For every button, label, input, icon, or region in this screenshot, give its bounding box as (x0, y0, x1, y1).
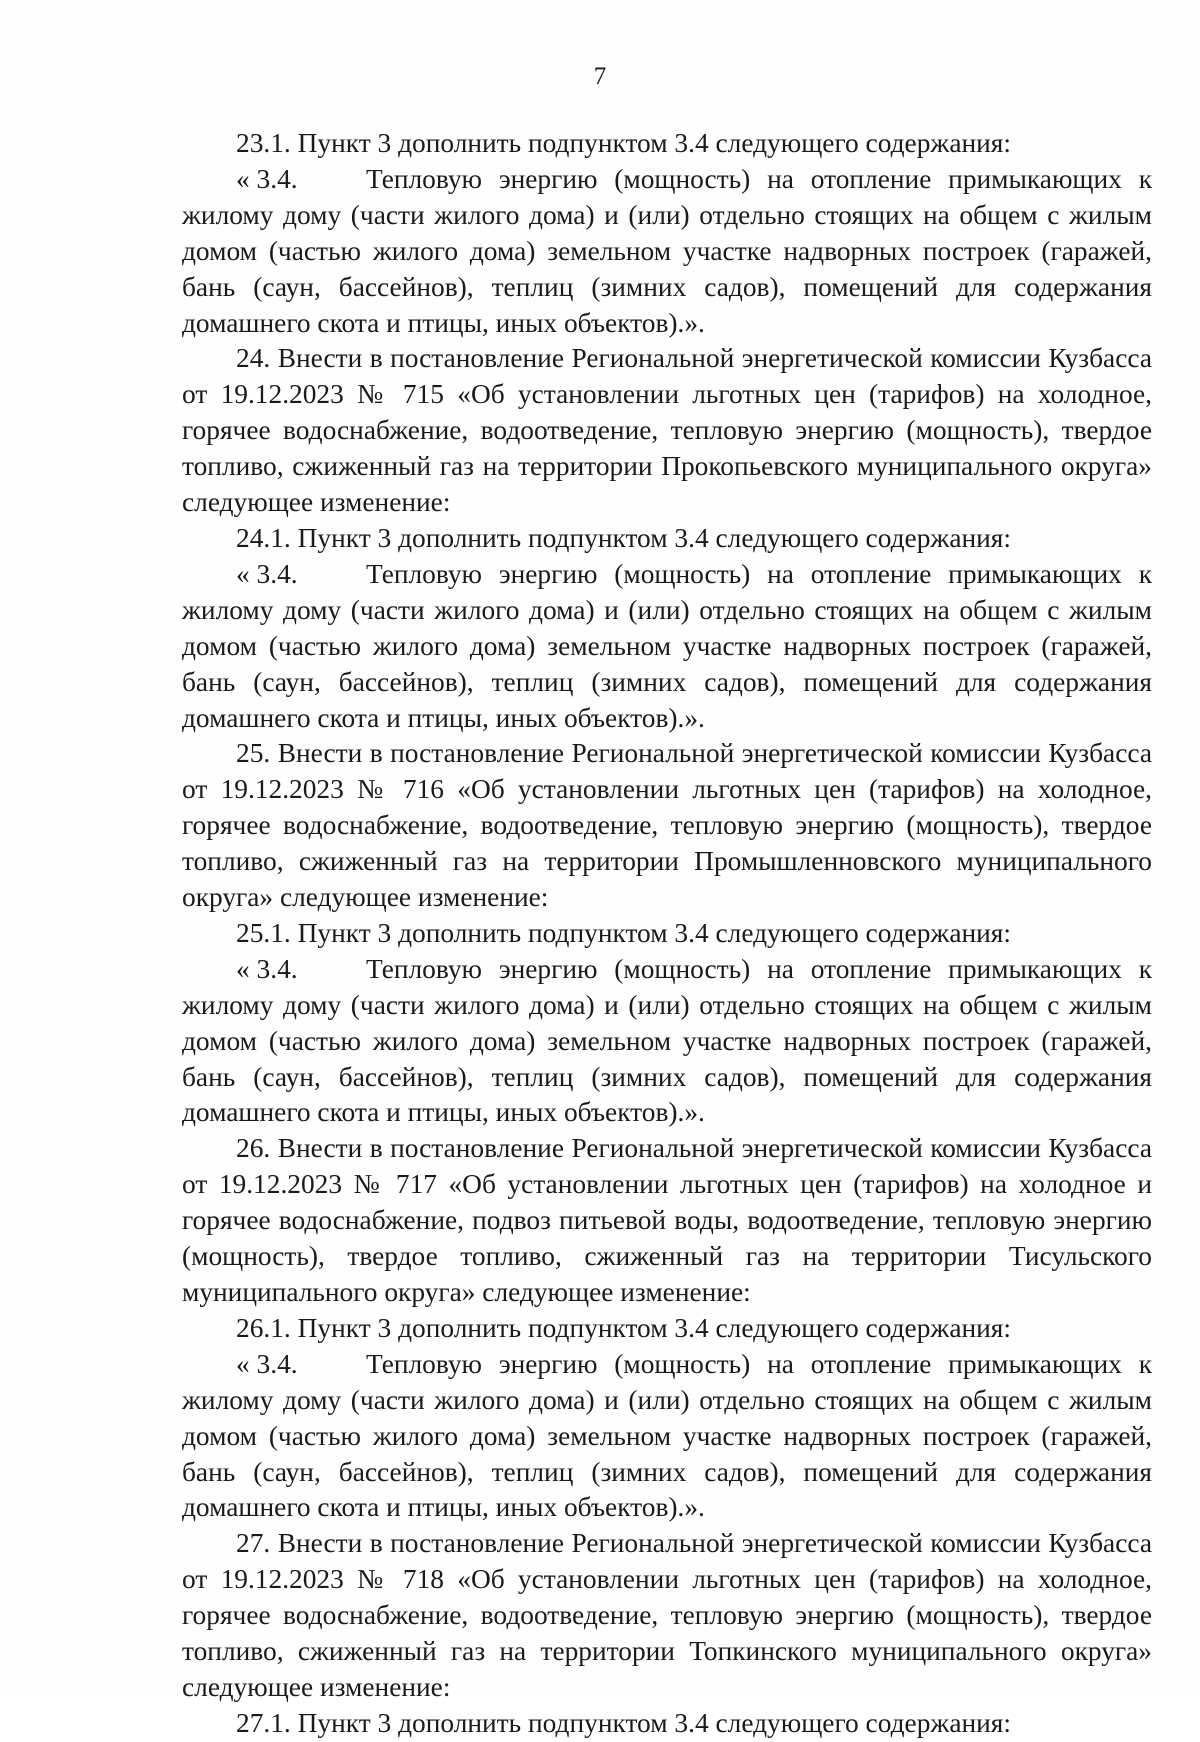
paragraph-26: 26. Внести в постановление Региональной энергетической комиссии Кузбасса от 19.12.2023 № 717 «Об установлении льготных цен (тарифов) на холодное и горячее водоснабжение, подвоз питьевой воды, водоотведение, тепловую энергию (мощность), твердое топливо, сжиженный газ на территории Тисульского муниципального округа» следующее изменение: (182, 1133, 1152, 1307)
quote-3-4-item-24 (182, 557, 1152, 737)
quote-3-4-item-23 (182, 162, 1152, 342)
subitem-23-1: 23.1. Пункт 3 дополнить подпунктом 3.4 следующего содержания: (236, 128, 1012, 158)
subitem-27-1: 27.1. Пункт 3 дополнить подпунктом 3.4 следующего содержания: (236, 1707, 1012, 1738)
document-body (182, 126, 1152, 1742)
quote-text: Тепловую энергию (мощность) на отопление примыкающих к жилому дому (части жилого дома) и (или) отдельно стоящих на общем с жилым домом (частью жилого дома) земельном участке надворных построек (гаражей, бань (саун, бассейнов), теплиц (зимних садов), помещений для содержания домашнего скота и птицы, иных объектов).». (182, 1348, 1152, 1523)
paragraph-27: 27. Внести в постановление Региональной энергетической комиссии Кузбасса от 19.12.2023 № 718 «Об установлении льготных цен (тарифов) на холодное, горячее водоснабжение, водоотведение, тепловую энергию (мощность), твердое топливо, сжиженный газ на территории Топкинского муниципального округа» следующее изменение: (182, 1528, 1152, 1702)
paragraph-25: 25. Внести в постановление Региональной энергетической комиссии Кузбасса от 19.12.2023 № 716 «Об установлении льготных цен (тарифов) на холодное, горячее водоснабжение, водоотведение, тепловую энергию (мощность), твердое топливо, сжиженный газ на территории Промышленновского муниципального округа» следующее изменение: (182, 738, 1152, 913)
subitem-26-1: 26.1. Пункт 3 дополнить подпунктом 3.4 следующего содержания: (236, 1312, 1012, 1343)
quote-marker: « 3.4. (236, 1348, 298, 1379)
subitem-24-1: 24.1. Пункт 3 дополнить подпунктом 3.4 следующего содержания: (236, 522, 1012, 553)
quote-text: Тепловую энергию (мощность) на отопление примыкающих к жилому дому (части жилого дома) и (или) отдельно стоящих на общем с жилым домом (частью жилого дома) земельном участке надворных построек (гаражей, бань (саун, бассейнов), теплиц (зимних садов), помещений для содержания домашнего скота и птицы, иных объектов).». (182, 558, 1152, 733)
paragraph-24: 24. Внести в постановление Региональной энергетической комиссии Кузбасса от 19.12.2023 № 715 «Об установлении льготных цен (тарифов) на холодное, горячее водоснабжение, водоотведение, тепловую энергию (мощность), твердое топливо, сжиженный газ на территории Прокопьевского муниципального округа» следующее изменение: (182, 343, 1152, 518)
quote-text: Тепловую энергию (мощность) на отопление примыкающих к жилому дому (части жилого дома) и (или) отдельно стоящих на общем с жилым домом (частью жилого дома) земельном участке надворных построек (гаражей, бань (саун, бассейнов), теплиц (зимних садов), помещений для содержания домашнего скота и птицы, иных объектов).». (182, 953, 1152, 1128)
page-number: 7 (593, 63, 607, 90)
quote-marker: « 3.4. (236, 953, 298, 984)
quote-3-4-item-26 (182, 1347, 1152, 1527)
quote-marker: « 3.4. (236, 163, 298, 194)
quote-text: Тепловую энергию (мощность) на отопление примыкающих к жилому дому (части жилого дома) и (или) отдельно стоящих на общем с жилым домом (частью жилого дома) земельном участке надворных построек (гаражей, бань (саун, бассейнов), теплиц (зимних садов), помещений для содержания домашнего скота и птицы, иных объектов).». (182, 163, 1152, 338)
quote-marker: « 3.4. (236, 558, 298, 589)
quote-3-4-item-25 (182, 952, 1152, 1132)
subitem-25-1: 25.1. Пункт 3 дополнить подпунктом 3.4 следующего содержания: (236, 917, 1012, 948)
